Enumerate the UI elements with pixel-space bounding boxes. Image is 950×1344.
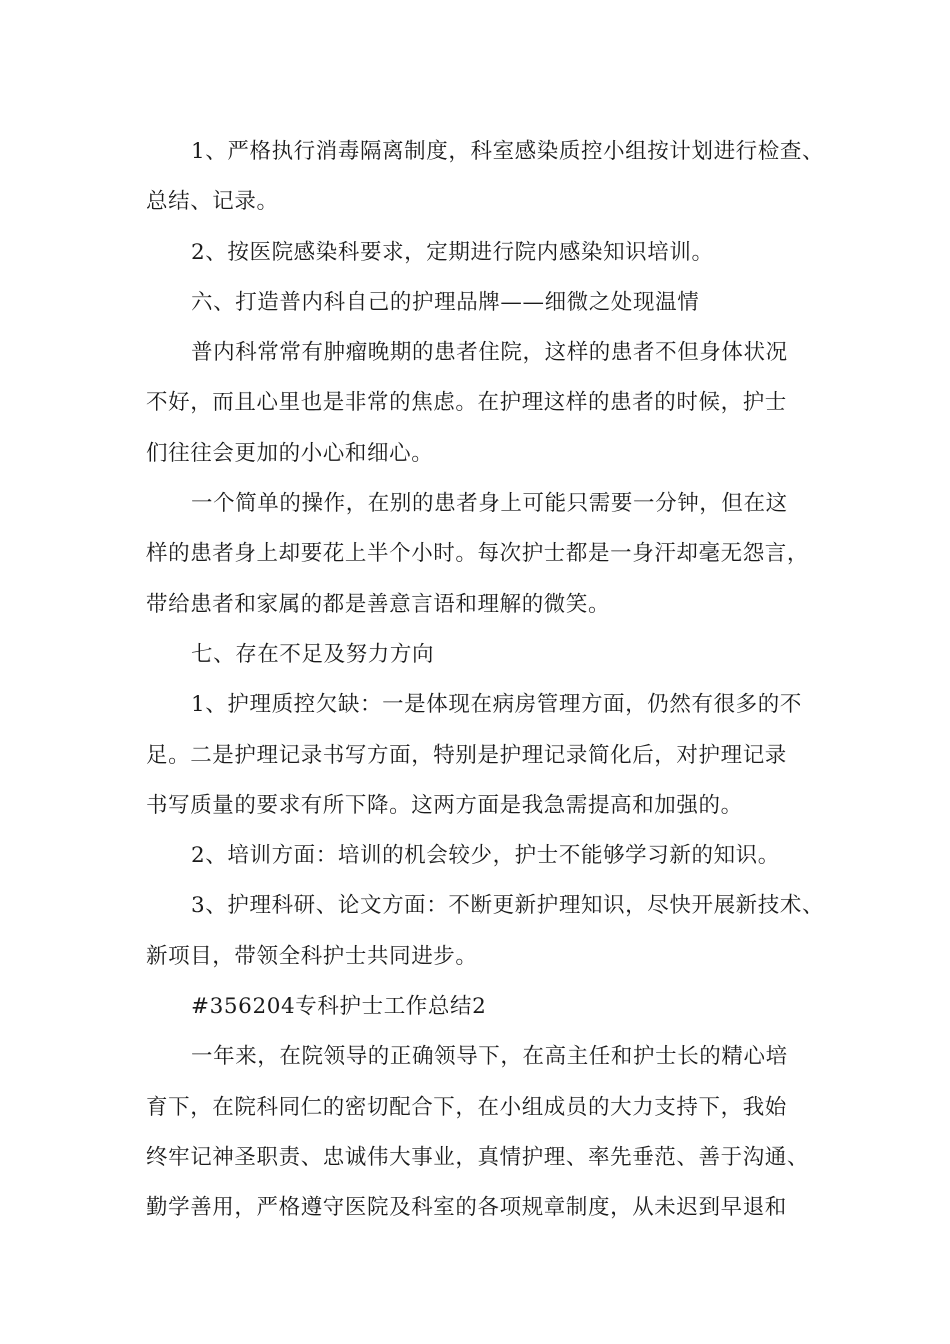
paragraph-quality-control <box>146 680 828 831</box>
section-heading-six <box>146 278 828 328</box>
text-line: #356204专科护士工作总结2 <box>191 994 487 1020</box>
section-title-summary-2 <box>146 982 828 1032</box>
text-line: 2、按医院感染科要求，定期进行院内感染知识培训。 <box>191 239 714 265</box>
text-line: 书写质量的要求有所下降。这两方面是我急需提高和加强的。 <box>146 792 743 818</box>
text-line: 1、严格执行消毒隔离制度，科室感染质控小组按计划进行检查、 <box>191 139 825 164</box>
text-line: 总结、记录。 <box>146 189 279 215</box>
paragraph-tumor-patients <box>146 328 828 479</box>
section-heading-seven <box>146 630 828 680</box>
paragraph-year-review <box>146 1032 828 1233</box>
text-line: 带给患者和家属的都是善意言语和理解的微笑。 <box>146 591 611 617</box>
paragraph-research <box>146 881 828 982</box>
text-line: 足。二是护理记录书写方面，特别是护理记录简化后，对护理记录 <box>146 742 787 768</box>
text-line: 1、护理质控欠缺：一是体现在病房管理方面，仍然有很多的不 <box>191 692 802 718</box>
text-line: 普内科常常有肿瘤晚期的患者住院，这样的患者不但身体状况 <box>191 340 788 366</box>
text-line: 2、培训方面：培训的机会较少，护士不能够学习新的知识。 <box>191 843 780 869</box>
text-line: 六、打造普内科自己的护理品牌——细微之处现温情 <box>191 289 700 315</box>
paragraph-infection-training <box>146 228 828 278</box>
text-line: 不好，而且心里也是非常的焦虑。在护理这样的患者的时候，护士 <box>146 390 787 416</box>
paragraph-disinfection <box>146 127 828 228</box>
text-line: 3、护理科研、论文方面：不断更新护理知识，尽快开展新技术、 <box>191 893 825 919</box>
text-line: 育下，在院科同仁的密切配合下，在小组成员的大力支持下，我始 <box>146 1094 787 1120</box>
text-line: 七、存在不足及努力方向 <box>191 641 435 667</box>
text-line: 勤学善用，严格遵守医院及科室的各项规章制度，从未迟到早退和 <box>146 1195 787 1221</box>
text-line: 一年来，在院领导的正确领导下，在高主任和护士长的精心培 <box>191 1044 788 1070</box>
text-line: 一个简单的操作，在别的患者身上可能只需要一分钟，但在这 <box>191 491 788 517</box>
text-line: 新项目，带领全科护士共同进步。 <box>146 943 478 969</box>
document-body <box>146 127 828 1234</box>
paragraph-simple-operation <box>146 479 828 630</box>
text-line: 样的患者身上却要花上半个小时。每次护士都是一身汗却毫无怨言， <box>146 541 810 567</box>
text-line: 终牢记神圣职责、忠诚伟大事业，真情护理、率先垂范、善于沟通、 <box>146 1144 810 1170</box>
paragraph-training <box>146 831 828 881</box>
text-line: 们往往会更加的小心和细心。 <box>146 440 434 466</box>
